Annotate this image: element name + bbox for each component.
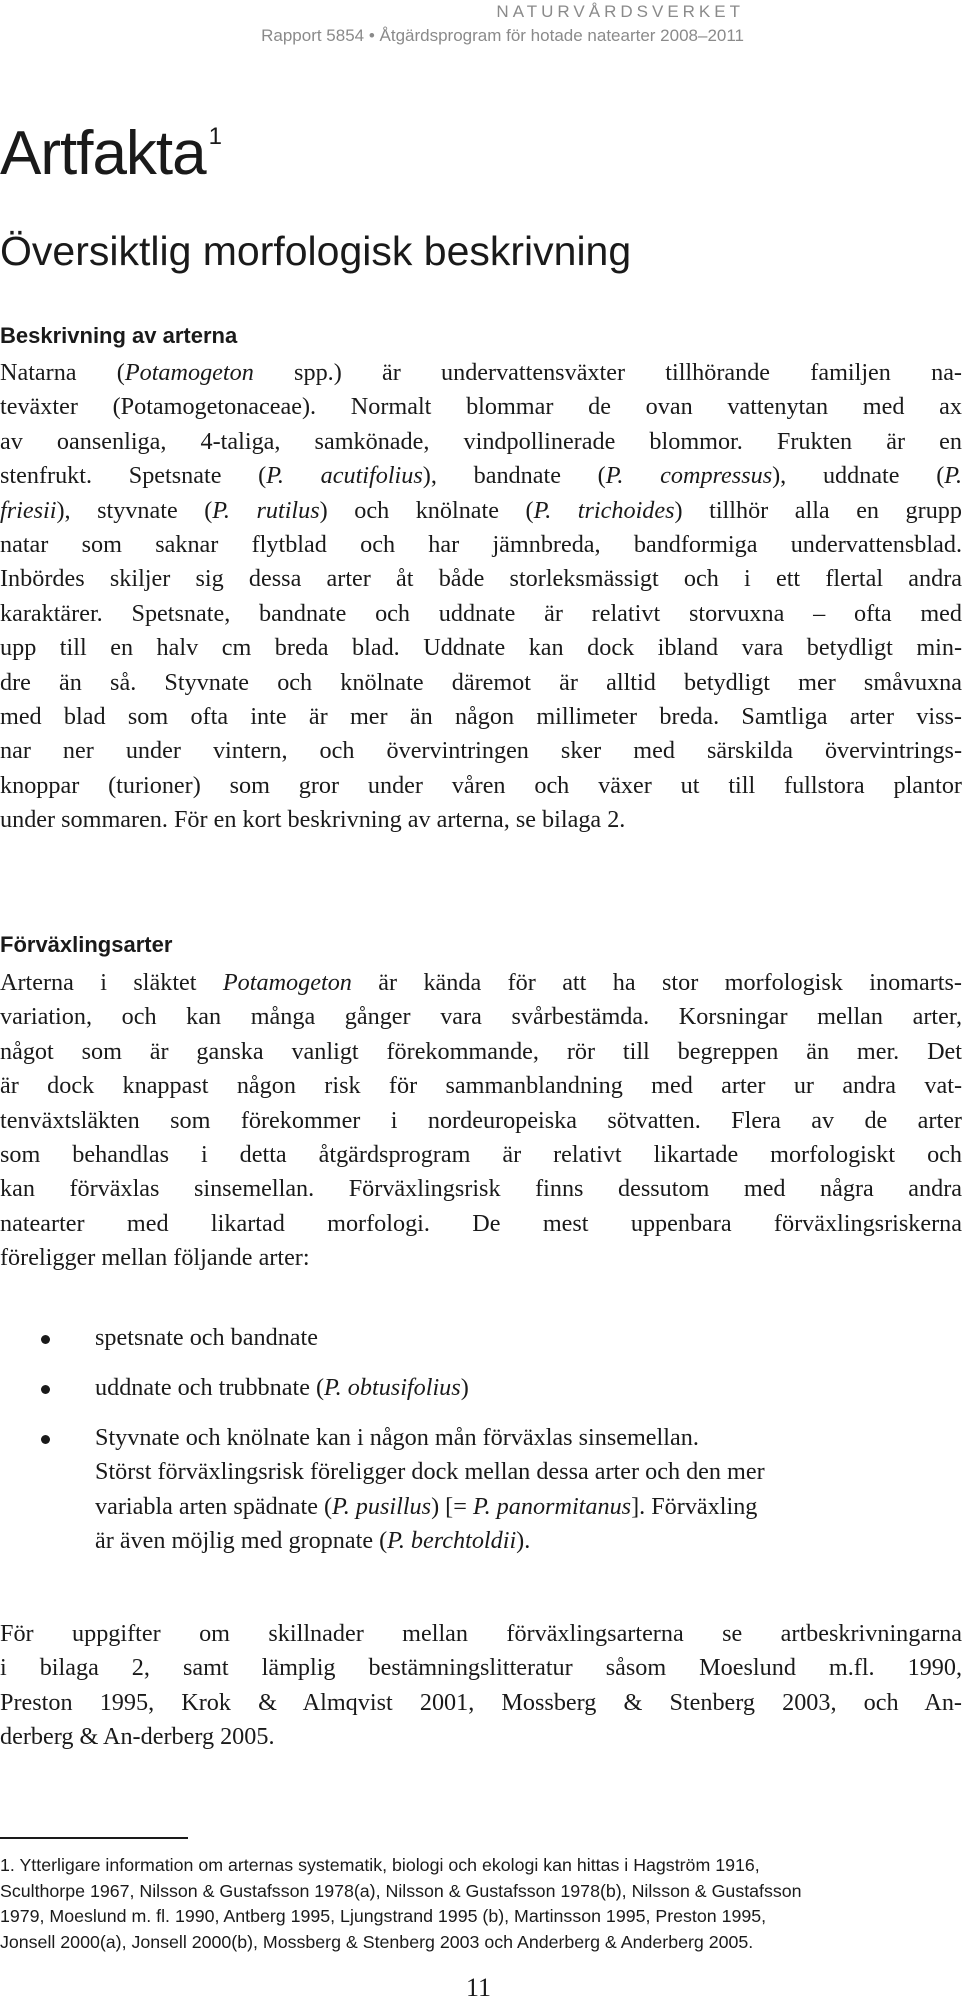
list-item-text [95,1421,895,1559]
footnote-divider [0,1837,188,1839]
footnote-line: 1979, Moeslund m. fl. 1990, Antberg 1995, Ljungstrand 1995 (b), Martinsson 1995, Preston 1995, [0,1906,767,1926]
footnote-line: 1. Ytterligare information om arternas systematik, biologi och ekologi kan hittas i Hagström 1916, [0,1855,760,1875]
text-line: natearter med likartad morfologi. De mest uppenbara förväxlingsriskerna [0,1209,962,1237]
text-line: Preston 1995, Krok & Almqvist 2001, Mossberg & Stenberg 2003, och An- [0,1688,962,1716]
text-line: under sommaren. För en kort beskrivning av arterna, se bilaga 2. [0,806,626,834]
list-item-text [95,1371,895,1405]
text-line: Störst förväxlingsrisk föreligger dock mellan dessa arter och den mer [95,1458,765,1486]
section-heading-description: Beskrivning av arterna [0,323,238,348]
bullet-icon [41,1435,50,1444]
text-line: friesii), styvnate (P. rutilus) och knölnate (P. trichoides) tillhör alla en grupp [0,496,962,524]
text-line: variabla arten spädnate (P. pusillus) [= P. panormitanus]. Förväxling [95,1492,758,1520]
text-line: med blad som ofta inte är mer än någon millimeter breda. Samtliga arter viss- [0,702,962,730]
text-line: nar ner under vintern, och övervintringen sker med särskilda övervintrings- [0,737,962,765]
text-line: Arterna i släktet Potamogeton är kända för att ha stor morfologisk inomarts- [0,969,962,996]
text-line: Styvnate och knölnate kan i någon mån förväxlas sinsemellan. [95,1424,699,1451]
text-line: knoppar (turioner) som gror under våren och växer ut till fullstora plantor [0,771,962,799]
page-subtitle: Översiktlig morfologisk beskrivning [0,228,632,274]
text-line: teväxter (Potamogetonaceae). Normalt blommar de ovan vattenytan med ax [0,393,962,421]
text-line: tenväxtsläkten som förekommer i nordeuropeiska sötvatten. Flera av de arter [0,1106,962,1134]
text-line: dre än så. Styvnate och knölnate däremot är alltid betydligt mer småvuxna [0,668,962,696]
text-line: som behandlas i detta åtgärdsprogram är relativt likartade morfologiskt och [0,1140,962,1168]
bullet-icon [41,1335,50,1344]
text-line: För uppgifter om skillnader mellan förväxlingsarterna se artbeskrivningarna [0,1620,962,1647]
footnote-line: Sculthorpe 1967, Nilsson & Gustafsson 1978(a), Nilsson & Gustafsson 1978(b), Nilsson & Gustafsson [0,1880,802,1901]
footnote [0,1853,962,1955]
section-confusion-closing [0,1617,962,1755]
page-title-text: Artfakta [0,119,206,188]
page-number: 11 [466,1973,492,2002]
header-report-title: Rapport 5854 • Åtgärdsprogram för hotade natearter 2008–2011 [261,26,744,45]
text-line: spetsnate och bandnate [95,1324,318,1351]
header-organization: NATURVÅRDSVERKET [496,2,744,21]
text-line: natar som saknar flytblad och har jämnbreda, bandformiga undervattensblad. [0,530,962,558]
footnote-marker: 1 [208,123,221,150]
text-line: variation, och kan många gånger vara svårbestämda. Korsningar mellan arter, [0,1003,962,1031]
page-title [0,118,221,189]
text-line: Inbördes skiljer sig dessa arter åt både storleksmässigt och i ett flertal andra [0,565,962,593]
section-description-body [0,356,962,837]
text-line: något som är ganska vanligt förekommande, rör till begreppen än mer. Det [0,1037,962,1065]
section-confusion-body [0,966,962,1276]
text-line: är dock knappast någon risk för sammanblandning med arter ur andra vat- [0,1072,962,1100]
text-line: är även möjlig med gropnate (P. berchtoldii). [95,1527,531,1555]
text-line: av oansenliga, 4-taliga, samkönade, vindpollinerade blommor. Frukten är en [0,427,962,455]
text-line: kan förväxlas sinsemellan. Förväxlingsrisk finns dessutom med några andra [0,1175,962,1203]
text-line: karaktärer. Spetsnate, bandnate och uddnate är relativt storvuxna – ofta med [0,599,962,627]
text-line: Natarna (Potamogeton spp.) är undervattensväxter tillhörande familjen na- [0,359,962,386]
text-line: derberg & An-derberg 2005. [0,1723,275,1751]
text-line: stenfrukt. Spetsnate (P. acutifolius), bandnate (P. compressus), uddnate (P. [0,462,962,490]
text-line: föreligger mellan följande arter: [0,1244,310,1272]
text-line: i bilaga 2, samt lämplig bestämningslitteratur såsom Moeslund m.fl. 1990, [0,1654,962,1682]
footnote-line: Jonsell 2000(a), Jonsell 2000(b), Mossberg & Stenberg 2003 och Anderberg & Anderberg 2005. [0,1931,754,1952]
bullet-icon [41,1385,50,1394]
section-heading-confusion: Förväxlingsarter [0,932,173,957]
text-line: upp till en halv cm breda blad. Uddnate kan dock ibland vara betydligt min- [0,634,962,662]
list-item-text [95,1321,895,1355]
text-line: uddnate och trubbnate (P. obtusifolius) [95,1374,469,1401]
